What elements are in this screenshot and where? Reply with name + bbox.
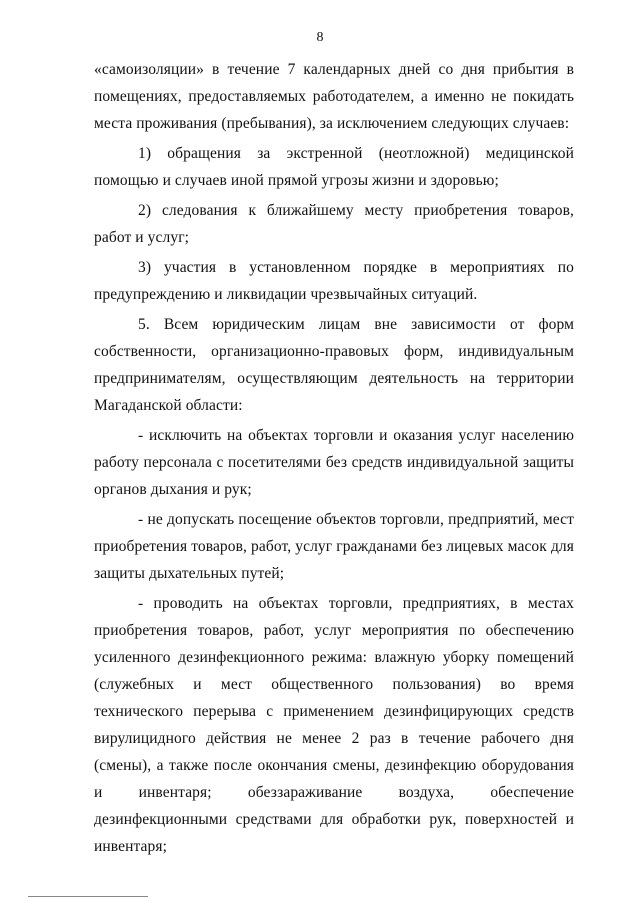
- footer-divider: [28, 896, 148, 897]
- paragraph-exception-2: 2) следования к ближайшему месту приобретения товаров, работ и услуг;: [94, 202, 574, 246]
- page-number: 8: [316, 30, 324, 45]
- paragraph-exception-3: 3) участия в установленном порядке в мероприятиях по предупреждению и ликвидации чрезвычайных ситуаций.: [94, 259, 574, 303]
- paragraph-self-isolation: «самоизоляции» в течение 7 календарных дней со дня прибытия в помещениях, предоставляемых работодателем, а именно не покидать места проживания (пребывания), за исключением следующих случаев:: [94, 61, 574, 132]
- paragraph-item-5: 5. Всем юридическим лицам вне зависимости от форм собственности, организационно-правовых форм, индивидуальным предпринимателям, осуществляющим деятельность на территории Магаданской области:: [94, 316, 574, 414]
- paragraph-mask-requirement: - не допускать посещение объектов торговли, предприятий, мест приобретения товаров, работ, услуг гражданами без лицевых масок для защиты дыхательных путей;: [94, 511, 574, 582]
- document-body: [94, 56, 574, 860]
- paragraph-ppe-requirement: - исключить на объектах торговли и оказания услуг населению работу персонала с посетителями без средств индивидуальной защиты органов дыхания и рук;: [94, 427, 574, 498]
- paragraph-disinfection-regime: - проводить на объектах торговли, предприятиях, в местах приобретения товаров, работ, услуг мероприятия по обеспечению усиленного дезинфекционного режима: влажную уборку помещений (служебных и мест общественного пользования) во время технического перерыва с применением дезинфицирующих средств вирулицидного действия не менее 2 раз в течение рабочего дня (смены), а также после окончания смены, дезинфекцию оборудования и инвентаря; обеззараживание воздуха, обеспечение дезинфекционными средствами для обработки рук, поверхностей и инвентаря;: [94, 595, 574, 855]
- paragraph-exception-1: 1) обращения за экстренной (неотложной) медицинской помощью и случаев иной прямой угрозы жизни и здоровью;: [94, 145, 574, 189]
